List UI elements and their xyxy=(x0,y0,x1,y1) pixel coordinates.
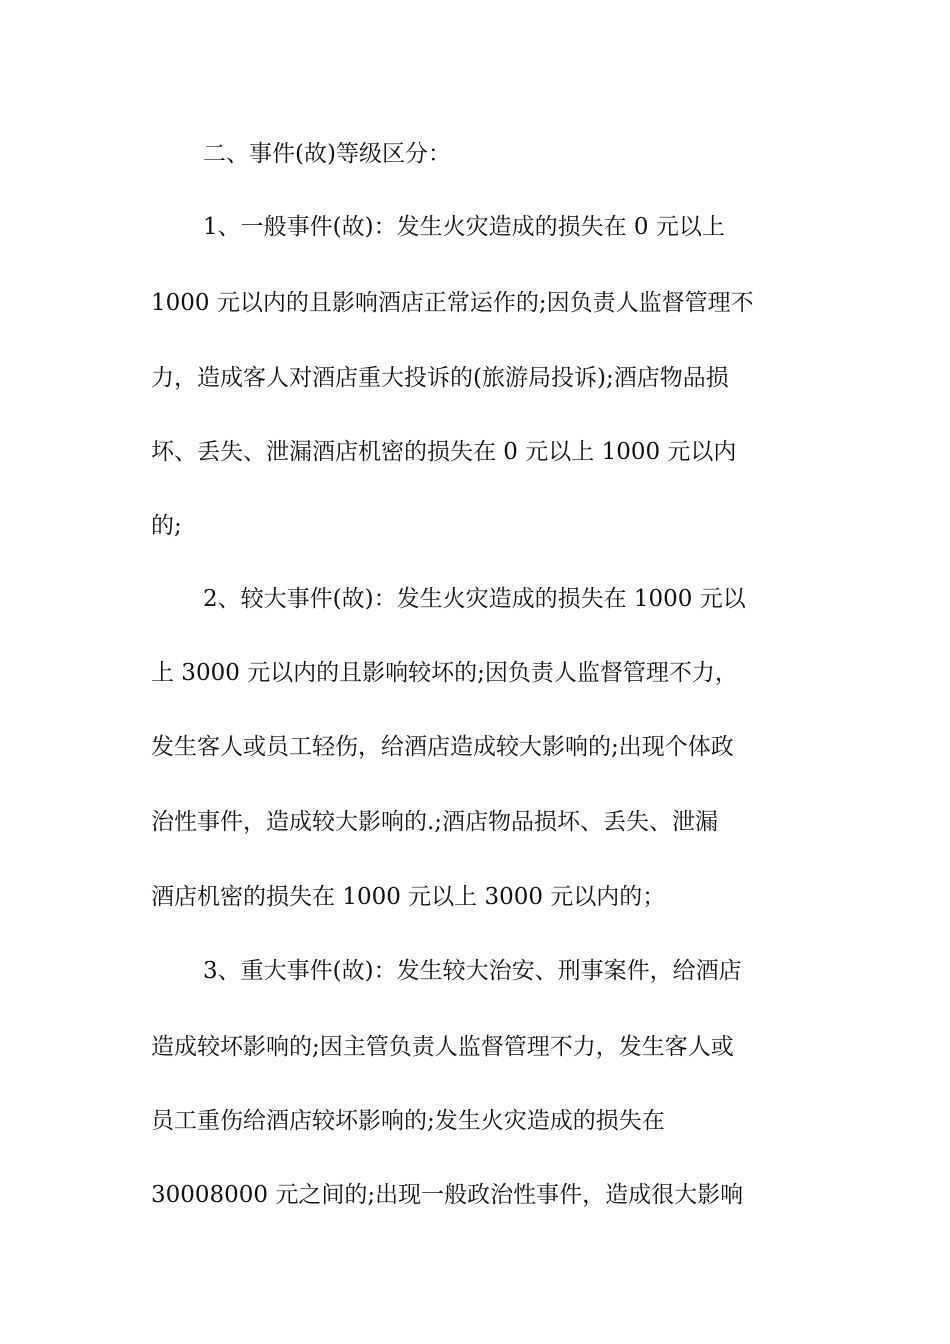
paragraph-1-line-4: 坏、丢失、泄漏酒店机密的损失在 0 元以上 1000 元以内 xyxy=(151,439,737,465)
paragraph-1-line-1: 1、一般事件(故)：发生火灾造成的损失在 0 元以上 xyxy=(203,214,725,240)
paragraph-3-line-4: 30008000 元之间的;出现一般政治性事件，造成很大影响 xyxy=(151,1182,744,1208)
paragraph-2-line-4: 治性事件，造成较大影响的.;酒店物品损坏、丢失、泄漏 xyxy=(151,809,719,835)
paragraph-1-line-2: 1000 元以内的且影响酒店正常运作的;因负责人监督管理不 xyxy=(151,290,754,316)
paragraph-3-line-3: 员工重伤给酒店较坏影响的;发生火灾造成的损失在 xyxy=(151,1108,665,1134)
paragraph-3-line-2: 造成较坏影响的;因主管负责人监督管理不力，发生客人或 xyxy=(151,1034,734,1060)
paragraph-2-line-3: 发生客人或员工轻伤，给酒店造成较大影响的;出现个体政 xyxy=(151,734,734,760)
paragraph-2-line-5: 酒店机密的损失在 1000 元以上 3000 元以内的； xyxy=(151,884,666,910)
section-heading: 二、事件(故)等级区分： xyxy=(203,141,451,167)
paragraph-3-line-1: 3、重大事件(故)：发生较大治安、刑事案件，给酒店 xyxy=(203,958,742,984)
paragraph-1-line-5: 的; xyxy=(151,513,182,539)
paragraph-2-line-2: 上 3000 元以内的且影响较坏的;因负责人监督管理不力， xyxy=(151,660,738,686)
paragraph-1-line-3: 力，造成客人对酒店重大投诉的(旅游局投诉);酒店物品损 xyxy=(151,365,729,391)
paragraph-2-line-1: 2、较大事件(故)：发生火灾造成的损失在 1000 元以 xyxy=(203,586,746,612)
